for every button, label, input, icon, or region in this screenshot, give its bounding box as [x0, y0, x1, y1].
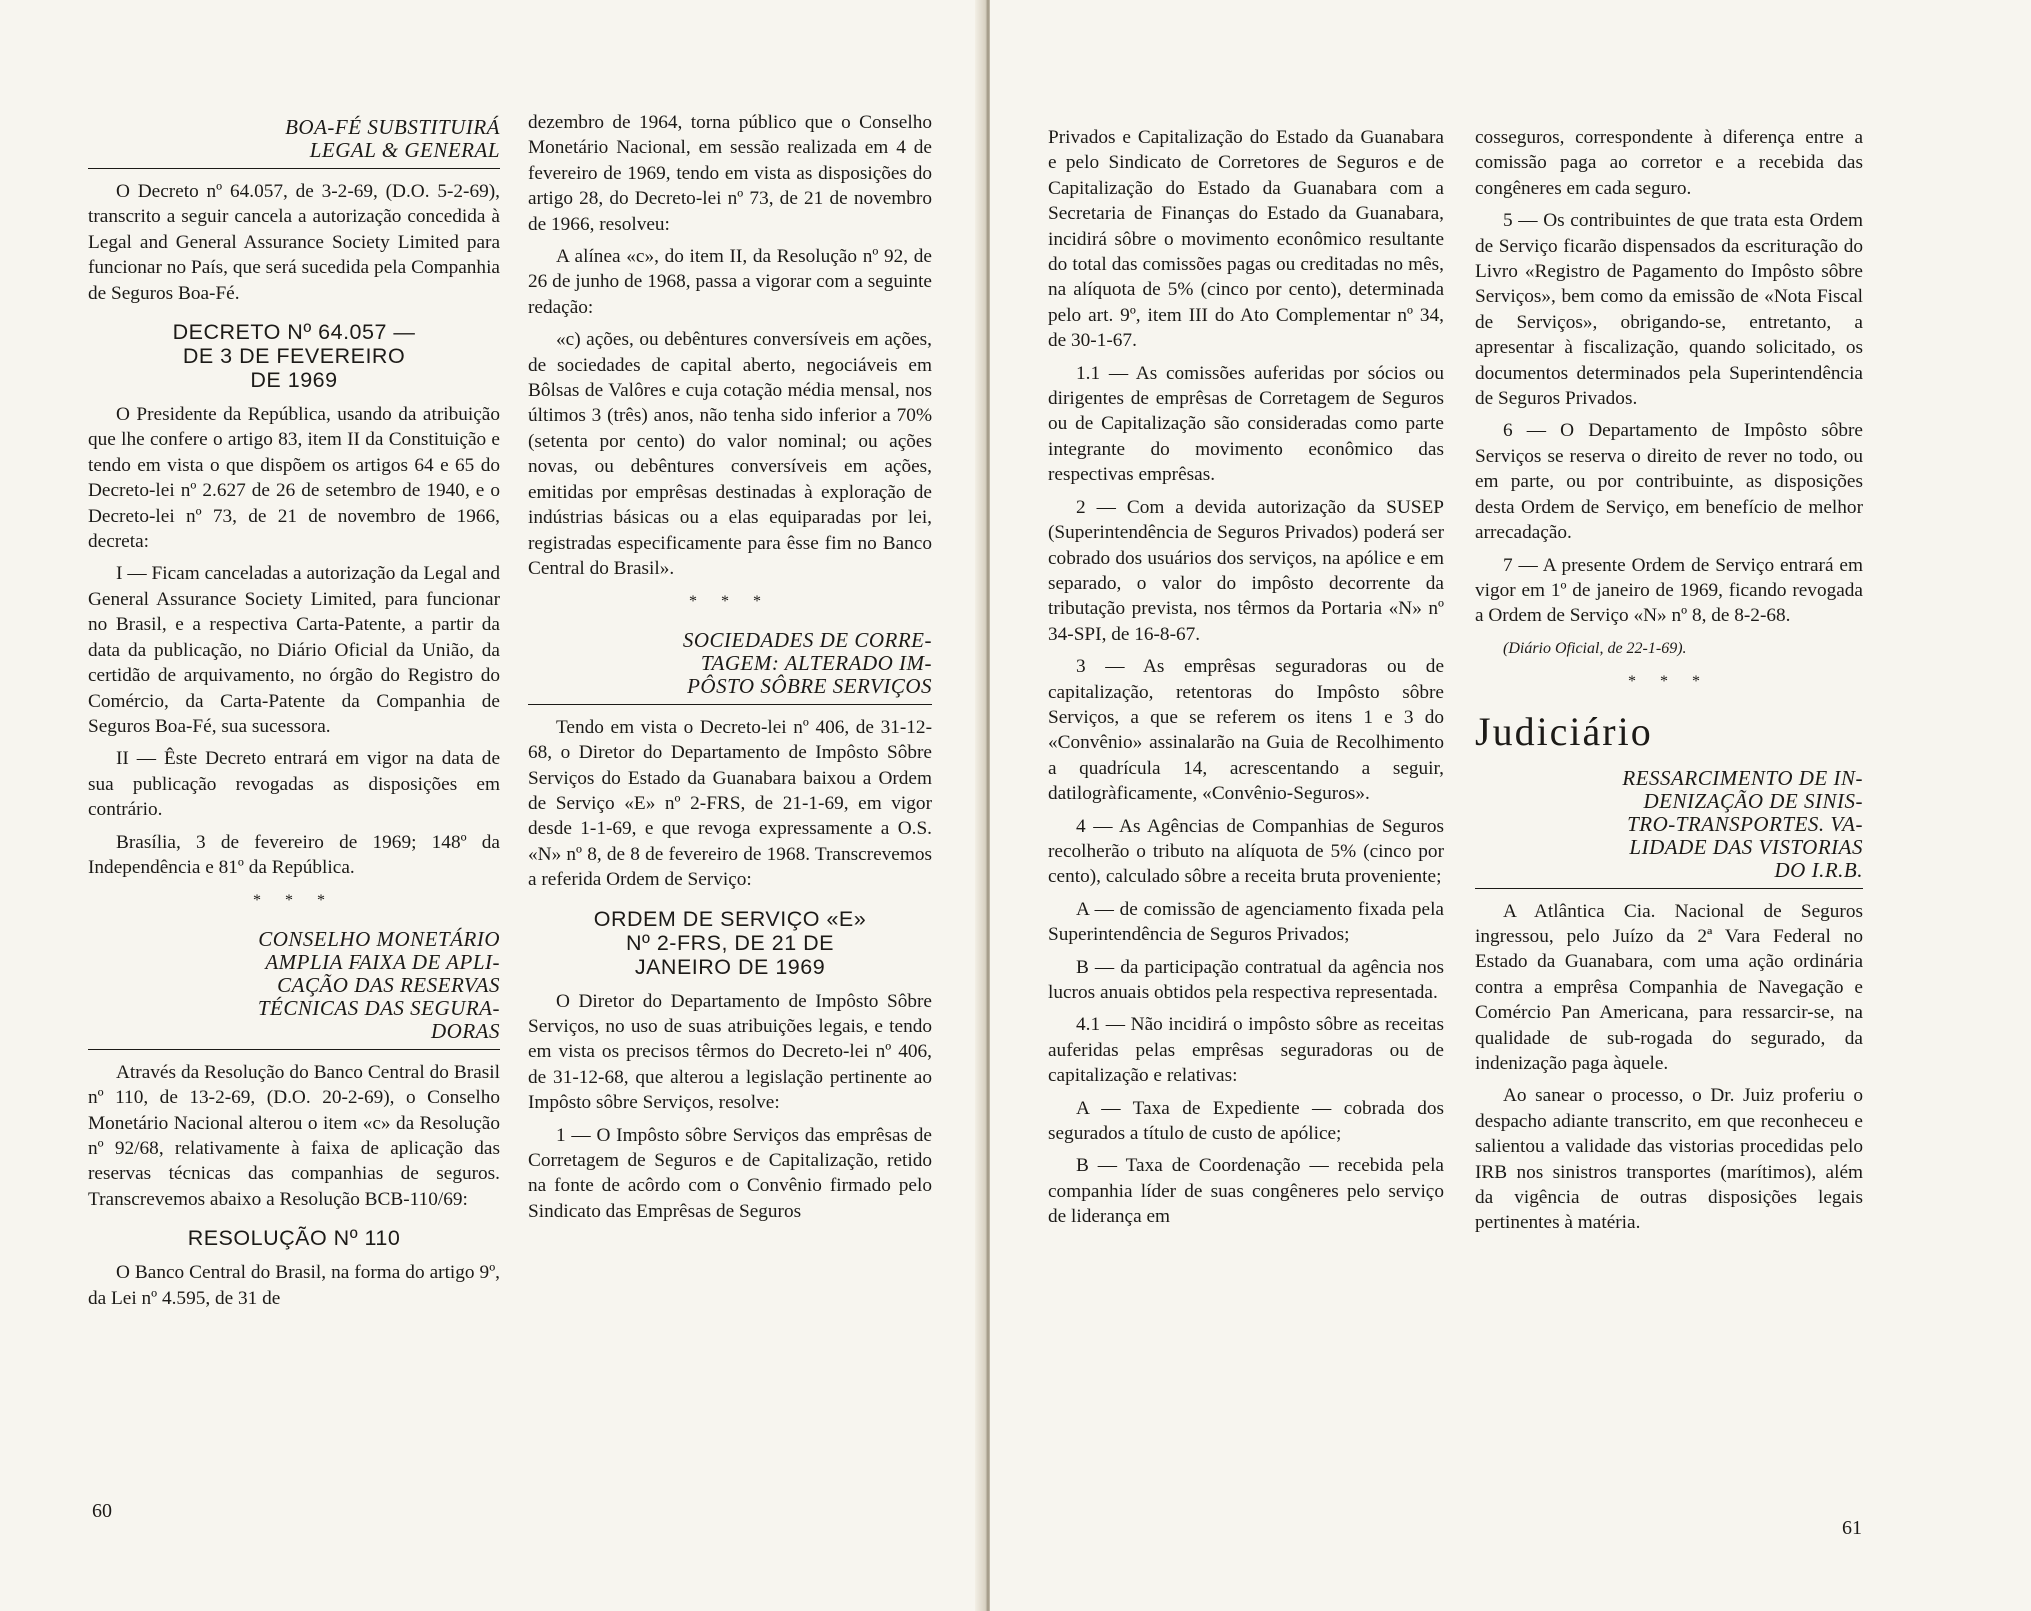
resolution-title: RESOLUÇÃO Nº 110 [187, 1226, 401, 1251]
column-1 [88, 110, 500, 1318]
separator-stars: * * * [689, 593, 771, 611]
decree-signature: Brasília, 3 de fevereiro de 1969; 148º da Independência e 81º da República. [88, 831, 500, 878]
article-paragraph: 2 — Com a devida autorização da SUSEP (Superintendência de Seguros Privados) poderá ser cobrado dos usuários dos serviços, na apólice e em separado, o valor do impôsto decorrente da tributação prevista, nos têrmos da Portaria «N» nº 34-SPI, de 16-8-67. [1048, 496, 1444, 645]
article-paragraph: Tendo em vista o Decreto-lei nº 406, de 31-12-68, o Diretor do Departamento de Impôsto Sôbre Serviços do Estado da Guanabara baixou a Ordem de Serviço «E» nº 2-FRS, de 21-1-69, em vigor desde 1-1-69, e que revoga expressamente a O.S. «N» nº 8, de 8 de fevereiro de 1968. Transcrevemos a referida Ordem de Serviço: [528, 716, 932, 891]
source-citation: (Diário Oficial, de 22-1-69). [1503, 639, 1687, 657]
section-title: Judiciário [1475, 708, 1653, 754]
decree-paragraph: O Presidente da República, usando da atribuição que lhe confere o artigo 83, item II da Constituição e tendo em vista o que dispõem os artigos 64 e 65 do Decreto-lei nº 2.627 de 26 de setembro de 1940, e o Decreto-lei nº 73, de 21 de novembro de 1966, decreta: [88, 404, 500, 553]
article-paragraph: 1 — O Impôsto sôbre Serviços das emprêsas de Corretagem de Seguros e de Capitalização, retido na fonte de acôrdo com o Convênio firmado pelo Sindicato das Emprêsas de Seguros [528, 1124, 932, 1222]
article-paragraph: Privados e Capitalização do Estado da Guanabara e pelo Sindicato de Corretores de Seguros e de Capitalização do Estado da Guanabara com a Secretaria de Finanças do Estado da Guanabara, incidirá sôbre o movimento econômico resultante do total das comissões pagas ou creditadas no mês, na alíquota de 5% (cinco por cento), determinada pelo art. 9º, item III do Ato Complementar nº 34, de 30-1-67. [1048, 127, 1444, 352]
article-paragraph: 1.1 — As comissões auferidas por sócios ou dirigentes de emprêsas de Corretagem de Seguros ou de Capitalização são consideradas como parte integrante do movimento econômico das respectivas emprêsas. [1048, 362, 1444, 486]
article-paragraph: cosseguros, correspondente à diferença entre a comissão paga ao corretor e a recebida das congêneres em cada seguro. [1475, 127, 1863, 199]
page-number-right: 61 [1842, 1517, 1862, 1539]
decree-title: DECRETO Nº 64.057 — DE 3 DE FEVEREIRO DE 1969 [172, 320, 416, 393]
article-paragraph: O Diretor do Departamento de Impôsto Sôbre Serviços, no uso de suas atribuições legais, e tendo em vista os precisos têrmos do Decreto-lei nº 406, de 31-12-68, que alterou a legislação pertinente ao Impôsto sôbre Serviços, resolve: [528, 990, 932, 1114]
headline-sociedades: SOCIEDADES DE CORRE- TAGEM: ALTERADO IM- PÔSTO SÔBRE SERVIÇOS [528, 629, 932, 705]
article-paragraph: dezembro de 1964, torna público que o Conselho Monetário Nacional, em sessão realizada em 4 de fevereiro de 1969, tendo em vista as disposições do artigo 28, do Decreto-lei nº 73, de 21 de novembro de 1966, resolveu: [528, 112, 932, 235]
article-paragraph: 6 — O Departamento de Impôsto sôbre Serviços se reserva o direito de rever no todo, ou em parte, ou por contribuinte, as disposições desta Ordem de Serviço, em benefício de melhor arrecadação. [1475, 420, 1863, 544]
decree-paragraph: I — Ficam canceladas a autorização da Legal and General Assurance Society Limited, para funcionar no Brasil, e a respectiva Carta-Patente, a partir da data da publicação, no Diário Oficial da União, da certidão de arquivamento, no órgão do Registro do Comércio, da Carta-Patente da Companhia de Seguros Boa-Fé, sua sucessora. [88, 563, 500, 737]
article-paragraph: A — de comissão de agenciamento fixada pela Superintendência de Seguros Privados; [1048, 898, 1444, 946]
page-number-left: 60 [92, 1500, 112, 1522]
article-paragraph: 4 — As Agências de Companhias de Seguros recolherão o tributo na alíquota de 5% (cinco por cento), calculado sôbre a receita bruta proveniente; [1048, 815, 1444, 888]
column-4 [1475, 125, 1863, 1243]
separator-stars: * * * [1628, 673, 1710, 691]
article-paragraph: 3 — As emprêsas seguradoras ou de capitalização, retentoras do Impôsto sôbre Serviços, a que se referem os itens 1 e 3 do «Convênio» assinalarão na Guia de Recolhimento a quadrícula 14, acrescentando a seguir, datilogràficamente, «Convênio-Seguros». [1048, 656, 1444, 805]
headline-boa-fe: BOA-FÉ SUBSTITUIRÁ LEGAL & GENERAL [88, 116, 500, 169]
right-page [990, 0, 2031, 1611]
headline-conselho: CONSELHO MONETÁRIO AMPLIA FAIXA DE APLI- CAÇÃO DAS RESERVAS TÉCNICAS DAS SEGURA- DORAS [88, 928, 500, 1050]
decree-paragraph: II — Êste Decreto entrará em vigor na data de sua publicação revogadas as disposições em contrário. [88, 748, 500, 821]
article-paragraph: O Banco Central do Brasil, na forma do artigo 9º, da Lei nº 4.595, de 31 de [88, 1262, 500, 1309]
article-paragraph: A Atlântica Cia. Nacional de Seguros ingressou, pelo Juízo da 2ª Vara Federal no Estado da Guanabara, com uma ação ordinária contra a emprêsa Companhia de Navegação e Comércio Pan Americana, para ressarcir-se, na qualidade de sub-rogada do segurado, da indenização paga àquele. [1475, 900, 1863, 1074]
article-intro: O Decreto nº 64.057, de 3-2-69, (D.O. 5-2-69), transcrito a seguir cancela a autorização concedida à Legal and General Assurance Society Limited para funcionar no País, que será sucedida pela Companhia de Seguros Boa-Fé. [88, 181, 500, 304]
article-paragraph: Através da Resolução do Banco Central do Brasil nº 110, de 13-2-69, (D.O. 20-2-69), o Conselho Monetário Nacional alterou o item «c» da Resolução nº 92/68, relativamente à faixa de aplicação das reservas técnicas das companhias de seguros. Transcrevemos abaixo a Resolução BCB-110/69: [88, 1061, 500, 1210]
separator-stars: * * * [253, 892, 335, 910]
left-page [0, 0, 985, 1611]
article-paragraph: 4.1 — Não incidirá o impôsto sôbre as receitas auferidas pelas emprêsas seguradoras ou de capitalização e relativas: [1048, 1014, 1444, 1087]
article-paragraph: Ao sanear o processo, o Dr. Juiz proferiu o despacho adiante transcrito, em que reconheceu e salientou a validade das vistorias procedidas pelo IRB nos sinistros transportes (marítimos), além da vigência de outras disposições legais pertinentes à matéria. [1475, 1085, 1863, 1234]
article-paragraph: B — Taxa de Coordenação — recebida pela companhia líder de suas congêneres pelo serviço de liderança em [1048, 1155, 1444, 1228]
headline-ressarcimento: RESSARCIMENTO DE IN- DENIZAÇÃO DE SINIS- TRO-TRANSPORTES. VA- LIDADE DAS VISTORIAS DO I.R.B. [1475, 767, 1863, 889]
article-paragraph: A alínea «c», do item II, da Resolução nº 92, de 26 de junho de 1968, passa a vigorar com a seguinte redação: [528, 246, 932, 318]
quoted-item: «c) ações, ou debêntures conversíveis em ações, de sociedades de capital aberto, negociáveis em Bôlsas de Valôres e cuja cotação média mensal, nos últimos 3 (três) anos, não tenha sido inferior a 70% (setenta por cento) do valor nominal; ou ações novas, ou debêntures conversíveis em ações, emitidas por emprêsas destinadas à exploração de indústrias básicas ou a elas equiparadas por lei, registradas especificamente para êsse fim no Banco Central do Brasil». [528, 329, 932, 579]
article-paragraph: B — da participação contratual da agência nos lucros anuais obtidos pela respectiva representada. [1048, 956, 1444, 1003]
order-title: ORDEM DE SERVIÇO «E» Nº 2-FRS, DE 21 DE JANEIRO DE 1969 [593, 906, 867, 979]
article-paragraph: A — Taxa de Expediente — cobrada dos segurados a título de custo de apólice; [1048, 1097, 1444, 1145]
article-paragraph: 5 — Os contribuintes de que trata esta Ordem de Serviço ficarão dispensados da escrituração do Livro «Registro de Pagamento do Impôsto sôbre Serviços», bem como da emissão de «Nota Fiscal de Serviços», obrigando-se, entretanto, a apresentar à fiscalização, quando solicitado, os documentos determinados pela Superintendência de Seguros Privados. [1475, 210, 1863, 410]
column-2 [528, 110, 932, 1231]
article-paragraph: 7 — A presente Ordem de Serviço entrará em vigor em 1º de janeiro de 1969, ficando revogada a Ordem de Serviço «N» nº 8, de 8-2-68. [1475, 554, 1863, 627]
column-3 [1048, 125, 1444, 1237]
